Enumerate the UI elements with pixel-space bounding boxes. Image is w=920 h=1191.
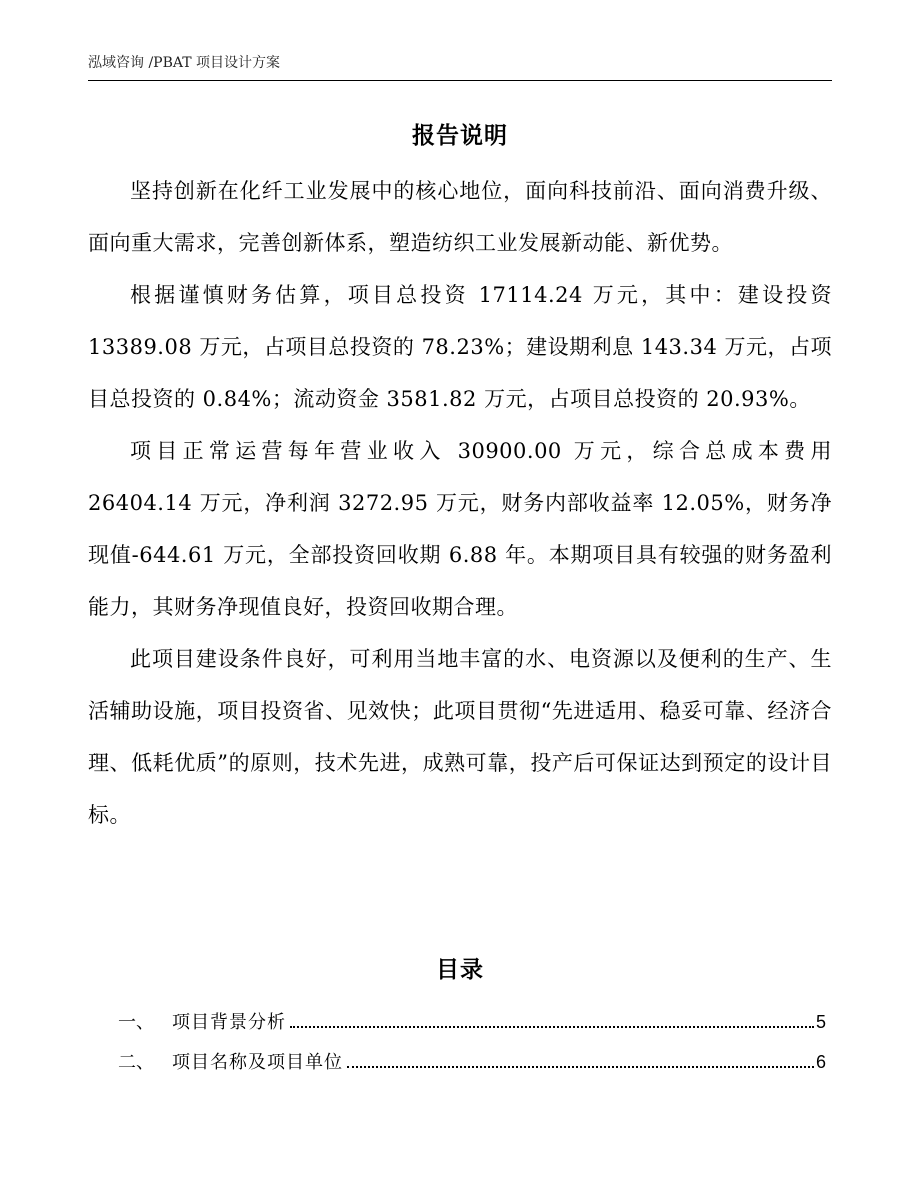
paragraph-revenue: 项目正常运营每年营业收入 30900.00 万元，综合总成本费用 26404.14 万元，净利润 3272.95 万元，财务内部收益率 12.05%，财务净现值-644.61 万元，全部投资回收期 6.88 年。本期项目具有较强的财务盈利能力，其财务净现值良好，投资回收期合理。 [88, 439, 832, 619]
page-header: 泓域咨询 /PBAT 项目设计方案 [88, 55, 281, 71]
toc-entry-number: 一、 [118, 1012, 154, 1033]
paragraph-conditions: 此项目建设条件良好，可利用当地丰富的水、电资源以及便利的生产、生活辅助设施，项目投资省、见效快；此项目贯彻“先进适用、稳妥可靠、经济合理、低耗优质”的原则，技术先进，成熟可靠，投产后可保证达到预定的设计目标。 [88, 647, 832, 827]
report-body [88, 165, 832, 841]
toc-entry-background[interactable] [88, 1002, 832, 1042]
toc-entry-page: 5 [815, 1012, 826, 1032]
toc-entry-page: 6 [815, 1052, 826, 1072]
paragraph-innovation: 坚持创新在化纤工业发展中的核心地位，面向科技前沿、面向消费升级、面向重大需求，完善创新体系，塑造纺织工业发展新动能、新优势。 [88, 179, 832, 255]
toc-entry-label: 项目背景分析 [172, 1012, 286, 1033]
table-of-contents [88, 1002, 832, 1082]
toc-dot-leader [290, 1026, 814, 1028]
toc-title: 目录 [436, 957, 484, 983]
toc-entry-label: 项目名称及项目单位 [172, 1052, 343, 1073]
report-title: 报告说明 [412, 123, 508, 149]
toc-entry-project-name[interactable] [88, 1042, 832, 1082]
paragraph-investment: 根据谨慎财务估算，项目总投资 17114.24 万元，其中：建设投资 13389.08 万元，占项目总投资的 78.23%；建设期利息 143.34 万元，占项目总投资的 0.84%；流动资金 3581.82 万元，占项目总投资的 20.93%。 [88, 283, 832, 411]
header-divider [88, 80, 832, 81]
toc-dot-leader [347, 1066, 814, 1068]
toc-entry-number: 二、 [118, 1052, 154, 1073]
